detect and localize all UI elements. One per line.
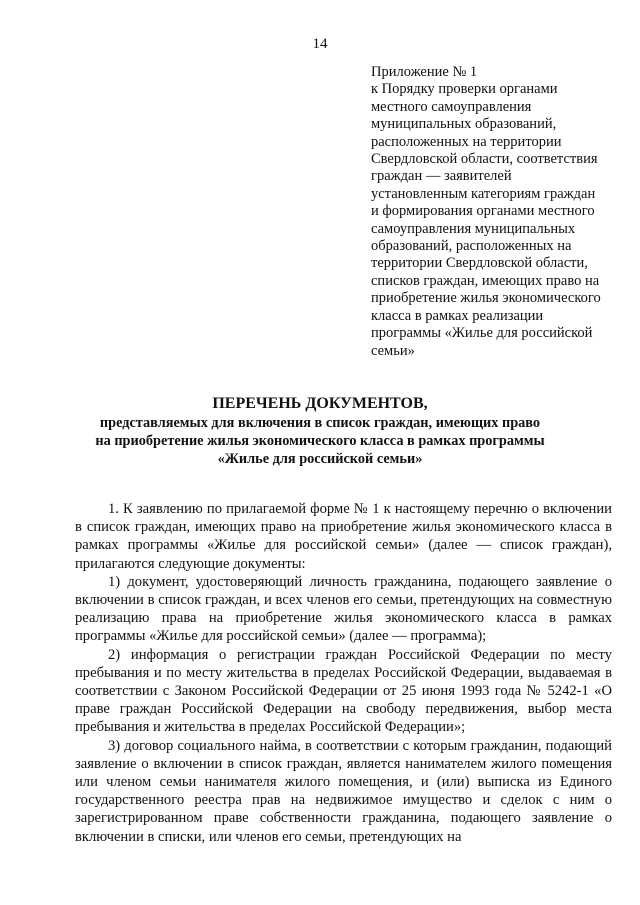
appendix-line: программы «Жилье для российской xyxy=(371,325,593,342)
appendix-line: и формирования органами местного xyxy=(371,203,595,220)
appendix-line: граждан — заявителей xyxy=(371,168,512,185)
appendix-line: установленным категориям граждан xyxy=(371,185,596,202)
document-subtitle-line: представляемых для включения в список граждан, имеющих право xyxy=(99,415,541,431)
document-subtitle-line: «Жилье для российской семьи» xyxy=(217,451,423,467)
appendix-line: Свердловской области, соответствия xyxy=(371,151,598,168)
appendix-line: к Порядку проверки органами xyxy=(371,81,558,98)
paragraph: 2) информация о регистрации граждан Российской Федерации по месту пребывания и по месту жительства в пределах Российской Федерации, выдаваемая в соответствии с Законом Российской Федерации от 25 июня 1993 года № 5242-1 «О праве граждан Российской Федерации на свободу передвижения, выбор места пребывания и жительства в пределах Российской Федерации»; xyxy=(75,646,612,736)
document-body xyxy=(75,500,612,846)
appendix-line: расположенных на территории xyxy=(371,133,562,150)
paragraph: 1. К заявлению по прилагаемой форме № 1 к настоящему перечню о включении в список граждан, имеющих право на приобретение жилья экономического класса в рамках программы «Жилье для российской семьи» (далее — список граждан), прилагаются следующие документы: xyxy=(75,501,612,572)
document-title: ПЕРЕЧЕНЬ ДОКУМЕНТОВ, xyxy=(212,395,428,412)
paragraph: 3) договор социального найма, в соответствии с которым гражданин, подающий заявление о включении в список граждан, является нанимателем жилого помещения или членом семьи нанимателя жилого помещения, и (или) выписка из Единого государственного реестра прав на недвижимое имущество и сделок с ним о зарегистрированном праве собственности гражданина, подающего заявление о включении в списки, или членов его семьи, претендующих на xyxy=(75,737,612,845)
paragraph: 1) документ, удостоверяющий личность гражданина, подающего заявление о включении в список граждан, и всех членов его семьи, претендующих на совместную реализацию права на приобретение жилья экономического класса в рамках программы «Жилье для российской семьи» (далее — программа); xyxy=(75,573,612,645)
appendix-line: приобретение жилья экономического xyxy=(371,290,601,307)
page-number: 14 xyxy=(312,36,328,52)
document-subtitle-line: на приобретение жилья экономического класса в рамках программы xyxy=(95,433,545,449)
appendix-line: самоуправления муниципальных xyxy=(371,220,576,237)
document-heading xyxy=(0,394,640,468)
appendix-line: списков граждан, имеющих право на xyxy=(371,272,600,289)
appendix-note xyxy=(371,64,621,360)
appendix-line: образований, расположенных на xyxy=(371,238,572,255)
appendix-line: класса в рамках реализации xyxy=(371,307,544,324)
appendix-line: семьи» xyxy=(371,342,415,359)
appendix-line: местного самоуправления xyxy=(371,98,532,115)
appendix-line: муниципальных образований, xyxy=(371,116,557,133)
appendix-line: Приложение № 1 xyxy=(371,64,478,80)
appendix-line: территории Свердловской области, xyxy=(371,255,588,272)
